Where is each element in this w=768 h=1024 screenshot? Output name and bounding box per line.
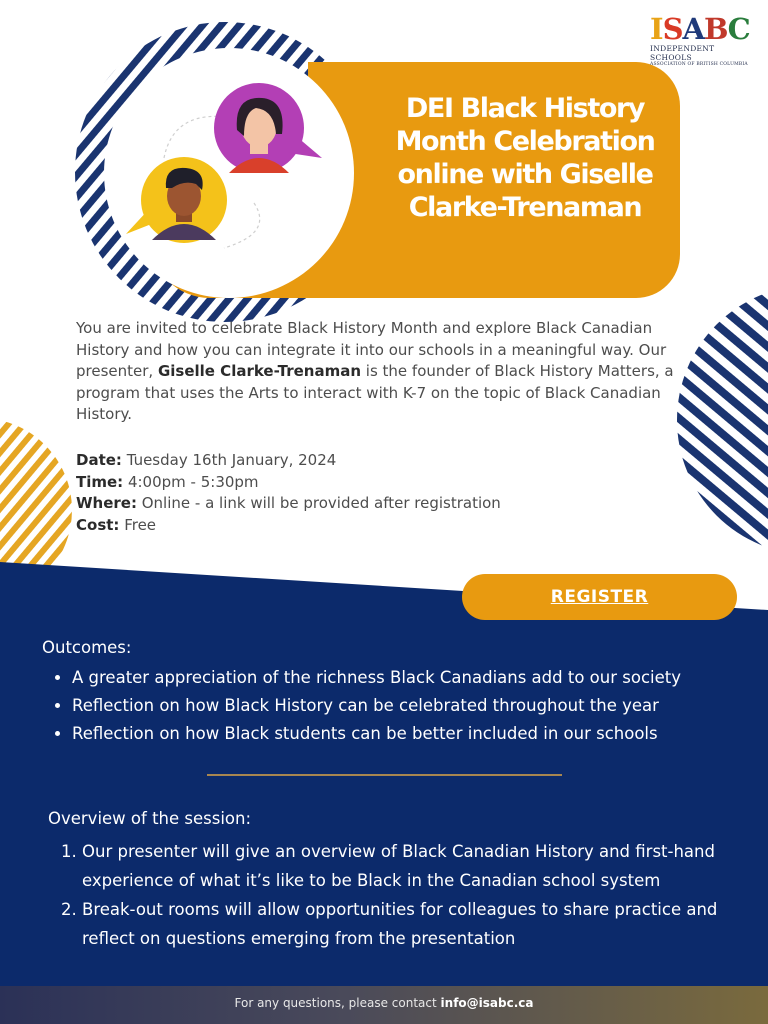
where-row: [76, 493, 636, 515]
logo-letter-c: C: [727, 12, 750, 46]
event-details: [76, 450, 636, 536]
logo-line-2: ASSOCIATION OF BRITISH COLUMBIA: [650, 62, 748, 67]
man-avatar-icon: [126, 157, 227, 243]
intro-text-2: is the founder of Black History Matters, a program that uses the Arts to interact with K-7 on the topic of Black Canadian History.: [76, 362, 674, 423]
time-row: [76, 472, 636, 494]
conversation-illustration: [104, 48, 354, 298]
intro-text-1: You are invited to celebrate Black History Month and explore Black Canadian History and how you can integrate it into our schools in a meaningful way. Our presenter,: [76, 319, 667, 380]
logo-letter-b: B: [704, 12, 728, 46]
woman-avatar-icon: [214, 83, 322, 173]
where-value: Online - a link will be provided after registration: [136, 494, 501, 512]
list-item: 2. Break-out rooms will allow opportunities for colleagues to share practice and reflect on questions emerging from the presentation: [82, 895, 748, 953]
time-label: Time:: [76, 472, 124, 491]
list-item: • Reflection on how Black History can be celebrated throughout the year: [72, 692, 762, 720]
register-button[interactable]: REGISTER: [462, 574, 737, 620]
navy-panel: [0, 562, 768, 1024]
outcomes-section: [42, 634, 762, 748]
cost-row: [76, 515, 636, 537]
outcomes-heading: Outcomes:: [42, 638, 132, 657]
footer: [0, 986, 768, 1024]
footer-text: For any questions, please contact: [234, 996, 441, 1010]
list-item: • Reflection on how Black students can be better included in our schools: [72, 720, 762, 748]
logo-line-1: INDEPENDENT SCHOOLS: [650, 44, 715, 62]
intro-paragraph: [76, 318, 696, 426]
presenter-name: Giselle Clarke-Trenaman: [157, 362, 362, 380]
date-value: Tuesday 16th January, 2024: [121, 451, 337, 469]
contact-email-link[interactable]: info@isabc.ca: [440, 996, 534, 1010]
overview-section: [48, 804, 748, 953]
time-value: 4:00pm - 5:30pm: [123, 472, 259, 491]
overview-heading: Overview of the session:: [48, 809, 252, 828]
list-item: • A greater appreciation of the richness Black Canadians add to our society: [72, 664, 762, 692]
page-title: DEI Black History Month Celebration online with Giselle Clarke-Trenaman: [395, 93, 655, 223]
logo-letters: [650, 14, 750, 44]
date-row: [76, 450, 636, 472]
isabc-logo: [650, 12, 750, 67]
outcomes-list: [42, 664, 762, 748]
list-item: 1. Our presenter will give an overview of Black Canadian History and first-hand experience of what it’s like to be Black in the Canadian school system: [82, 837, 748, 895]
date-label: Date:: [76, 451, 122, 469]
logo-letter-i: I: [650, 12, 663, 46]
logo-letter-a: A: [682, 12, 705, 46]
where-label: Where:: [76, 494, 137, 512]
overview-list: [48, 837, 748, 953]
cost-value: Free: [119, 515, 157, 534]
cost-label: Cost:: [76, 515, 120, 534]
logo-letter-s: S: [662, 12, 683, 46]
section-divider: [207, 774, 562, 776]
